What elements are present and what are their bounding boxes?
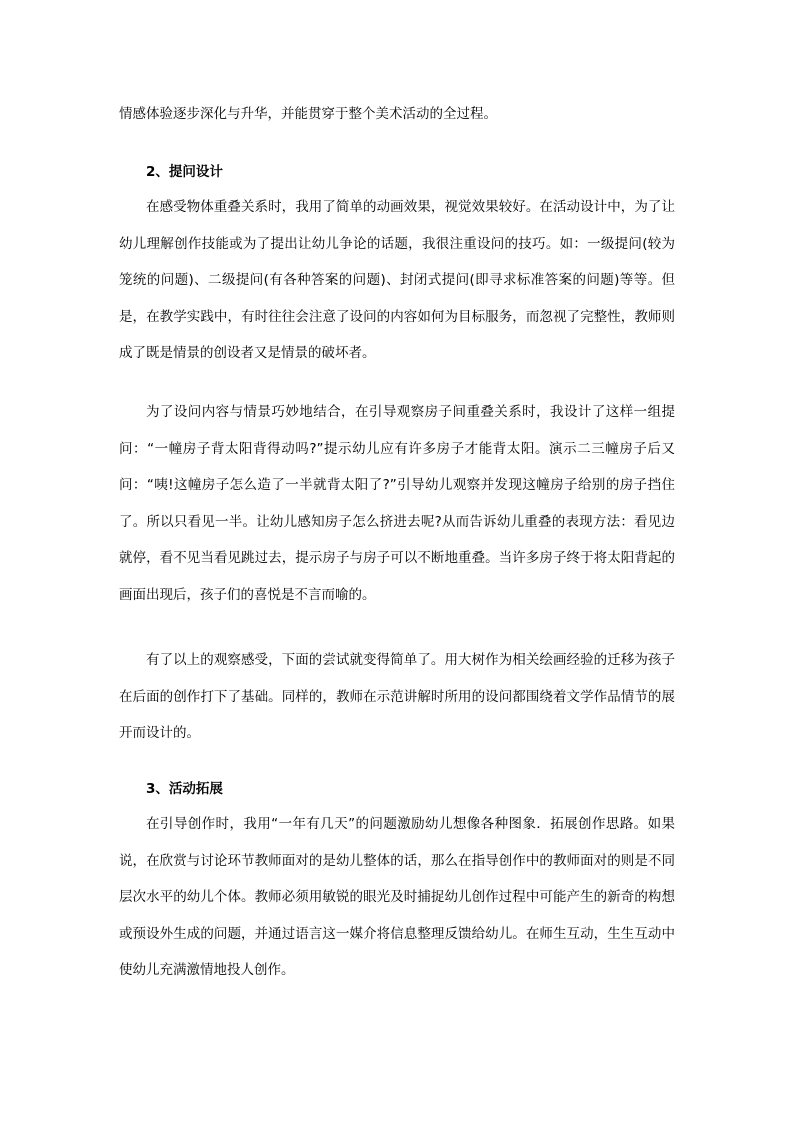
paragraph-question-design-2: 为了设问内容与情景巧妙地结合，在引导观察房子间重叠关系时，我设计了这样一组提问：“一幢房子背太阳背得动吗?”提示幼儿应有许多房子才能背太阳。演示二三幢房子后又问：“咦!这幢房子怎么造了一半就背太阳了?”引导幼儿观察并发现这幢房子给别的房子挡住了。所以只看见一半。让幼儿感知房子怎么挤进去呢?从而告诉幼儿重叠的表现方法：看见边就停，看不见当看见跳过去，提示房子与房子可以不断地重叠。当许多房子终于将太阳背起的画面出现后，孩子们的喜悦是不言而喻的。 [119,404,675,603]
heading-question-design: 2、提问设计 [146,164,223,180]
paragraph-question-design-3: 有了以上的观察感受，下面的尝试就变得简单了。用大树作为相关绘画经验的迁移为孩子在后面的创作打下了基础。同样的，教师在示范讲解时所用的设问都围绕着文学作品情节的展开而设计的。 [119,652,675,741]
paragraph-intro-tail: 情感体验逐步深化与升华，并能贯穿于整个美术活动的全过程。 [119,106,497,122]
heading-activity-extension: 3、活动拓展 [146,781,223,797]
paragraph-activity-extension: 在引导创作时，我用“一年有几天”的问题激励幼儿想像各种图象．拓展创作思路。如果说，在欣赏与讨论环节教师面对的是幼儿整体的话，那么在指导创作中的教师面对的则是不同层次水平的幼儿个体。教师必须用敏锐的眼光及时捕捉幼儿创作过程中可能产生的新奇的构想或预设外生成的问题，并通过语言这一媒介将信息整理反馈给幼儿。在师生互动，生生互动中使幼儿充满激情地投人创作。 [119,816,675,978]
paragraph-question-design-1: 在感受物体重叠关系时，我用了简单的动画效果，视觉效果较好。在活动设计中，为了让幼儿理解创作技能或为了提出让幼儿争论的话题，我很注重设问的技巧。如：一级提问(较为笼统的问题)、二级提问(有各种答案的问题)、封闭式提问(即寻求标准答案的问题)等等。但是，在教学实践中，有时往往会注意了设问的内容如何为目标服务，而忽视了完整性，教师则成了既是情景的创设者又是情景的破坏者。 [119,199,675,361]
